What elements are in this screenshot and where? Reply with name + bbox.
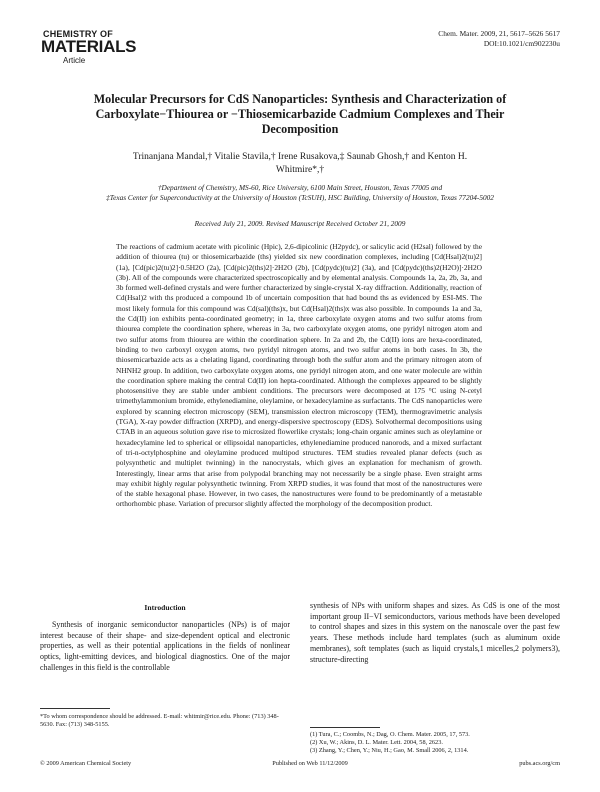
intro-paragraph-right: synthesis of NPs with uniform shapes and sizes. As CdS is one of the most important group II−VI semiconductors, various methods have been developed to control shapes and sizes in this system on the nanoscale over the past few years. These methods include hard templates (such as aluminum oxide membranes), soft templates (such as liquid crystals,1 micelles,2 polymers3), structure-directing [310, 601, 560, 664]
affiliation-houston: ‡Texas Center for Superconductivity at the University of Houston (TcSUH), HSC Building, University of Houston, Texas 77204-5002 [106, 193, 494, 202]
reference-item: (2) Xu, W.; Akins, D. L. Mater. Lett. 2004, 58, 2623. [310, 739, 443, 746]
body-column-right [310, 601, 560, 665]
intro-paragraph-left: Synthesis of inorganic semiconductor nanoparticles (NPs) is of major interest because of their shape- and size-dependent optical and electronic properties, as well as their potential applications in the fields of nonlinear optics, light-emitting devices, and biological diagnostics. One of the major challenges in this field is the controllable [40, 620, 290, 672]
copyright-notice: © 2009 American Chemical Society [40, 760, 132, 767]
citation-line: Chem. Mater. 2009, 21, 5617–5626 5617 [438, 29, 560, 38]
article-type-label: Article [63, 56, 86, 65]
abstract [116, 242, 482, 510]
publication-date: Published on Web 11/12/2009 [272, 760, 348, 767]
reference-list [310, 731, 560, 755]
received-dates: Received July 21, 2009. Revised Manuscript Received October 21, 2009 [194, 219, 406, 228]
journal-logo-main: MATERIALS [41, 37, 137, 56]
reference-item: (3) Zhang, Y.; Chen, Y.; Niu, H.; Gao, M. Small 2006, 2, 1314. [310, 747, 469, 754]
doi-line: DOI:10.1021/cm902230u [483, 39, 560, 48]
article-title: Molecular Precursors for CdS Nanoparticles: Synthesis and Characterization of Carboxylate−Thiourea or −Thiosemicarbazide Cadmium Complexes and Their Decomposition [93, 92, 507, 136]
abstract-text: The reactions of cadmium acetate with picolinic (Hpic), 2,6-dipicolinic (H2pydc), or salicylic acid (H2sal) followed by the addition of thiourea (tu) or thiosemicarbazide (ths) yielded six new coordination complexes, including [Cd(Hsal)2(tu)2] (1a), [Cd(pic)2(tu)2]·0.5H2O (2a), [Cd(pic)2(ths)2]·2H2O (2b), [Cd(pydc)(tu)2] (3a), and [Cd(pydc)(ths)2(H2O)]·2H2O (3b). All of the compounds were characterized spectroscopically and by elemental analysis. Compounds 1a, 2a, 2b, 3a, and 3b formed well-defined crystals and were further characterized by single-crystal X-ray diffraction. Additionally, reaction of Cd(Hsal)2 with ths produced a compound 1b of uncertain composition that had bound ths as evidenced by ESI-MS. The most likely formula for this compound was Cd(sal)(ths)x, but Cd(Hsal)2(ths)x was also possible. In compounds 1a and 3a, the Cd(II) ion exhibits penta-coordinated geometry; in 1a, three carboxylate oxygen atoms and two sulfur atoms from thiourea complete the coordination sphere, whereas in 3a, two carboxylate oxygen atoms, one pyridyl nitrogen atom and two sulfur atoms from thiourea are within the coordination sphere. In 2a and 2b, the Cd(II) ions are hexa-coordinated, binding to two carboxyl oxygen atoms, two pyridyl nitrogen atoms, and two sulfur atoms in both cases. In 3b, the thiosemicarbazide acts as a chelating ligand, coordinating through both the sulfur atom and the primary nitrogen atom of NHNH2 group. In addition, two carboxylate oxygen atoms, one pyridyl nitrogen atom, and one water molecule are within the coordination sphere making the central Cd(II) ion hepta-coordinated. Although the complexes appeared to be slightly photosensitive they are stable under ambient conditions. The precursors were decomposed at 175 °C using N-cetyl trimethylammonium bromide, ethylenediamine, oleylamine, or hexadecylamine as surfactants. The CdS nanoparticles were explored by scanning electron microscopy (SEM), transmission electron microscopy (TEM), thermogravimetric analysis (TGA), X-ray powder diffraction (XRPD), and energy-dispersive spectroscopy (EDS). Solvothermal decompositions using CTAB in an aqueous solution gave rise to microsized flowerlike crystals; long-chain organic amines such as oleylamine or hexadecylamine led to spherical or ellipsoidal nanoparticles, ethylenediamine produced nanorods, and a mixed surfactant of tri-n-octylphosphine and oleylamine produced multipod structures. TEM studies revealed planar defects (such as polysynthetic and multiplet twinning) in the nanocrystals, which gives an explanation for mechanism of growth. Interestingly, linear arms that arise from polypodal branching may not necessarily be a single phase. Even straight arms may exhibit highly regular polysynthetic twinning. From XRPD studies, it was found that most of the nanostructures were of the stable hexagonal phase. However, in two cases, the nanostructures were found to be predominantly of a metastable orthorhombic phase. Variation of precursor slightly affected the morphology of the decomposition product. [116, 242, 482, 509]
author-list: Trinanjana Mandal,† Vitalie Stavila,† Irene Rusakova,‡ Saunab Ghosh,† and Kenton H. Whitmire*,† [132, 152, 468, 175]
affiliation-rice: †Department of Chemistry, MS-60, Rice University, 6100 Main Street, Houston, Texas 77005 and [157, 183, 443, 192]
journal-logo-top: CHEMISTRY OF [43, 29, 113, 39]
affiliations [90, 183, 510, 203]
footnote-divider-right [310, 727, 380, 728]
journal-url: pubs.acs.org/cm [519, 760, 560, 767]
section-heading-introduction: Introduction [144, 603, 186, 612]
footnote-divider-left [40, 708, 110, 709]
journal-reference [438, 29, 560, 49]
body-column-left [40, 620, 290, 674]
reference-item: (1) Tura, C.; Coombs, N.; Dag, O. Chem. Mater. 2005, 17, 573. [310, 731, 470, 738]
corresponding-author-note: *To whom correspondence should be addressed. E-mail: whitmir@rice.edu. Phone: (713) 348-5630. Fax: (713) 348-5155. [40, 713, 279, 728]
